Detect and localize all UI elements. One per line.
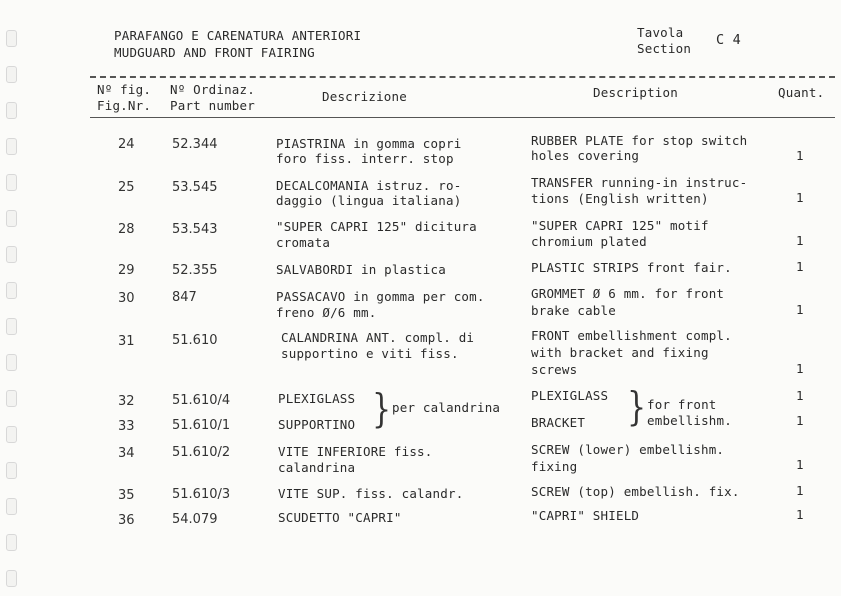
binder-hole: [6, 66, 17, 83]
desc-it-line: VITE SUP. fiss. calandr.: [278, 486, 464, 501]
part-number: 54.079: [172, 512, 218, 527]
desc-it-line: VITE INFERIORE fiss.: [278, 444, 433, 459]
desc-en-line: with bracket and fixing: [531, 345, 709, 360]
binder-hole: [6, 138, 17, 155]
desc-it-line: DECALCOMANIA istruz. ro-: [276, 178, 462, 193]
desc-en-line: RUBBER PLATE for stop switch: [531, 133, 748, 148]
desc-it-line: cromata: [276, 235, 331, 250]
brace-english: }: [627, 385, 647, 431]
col-fig-italian: Nº fig.: [97, 82, 152, 97]
part-number: 51.610/3: [172, 487, 231, 502]
fig-number: 35: [118, 488, 135, 503]
binder-hole: [6, 462, 17, 479]
desc-en-line: brake cable: [531, 303, 616, 318]
desc-en-line: SCREW (lower) embellishm.: [531, 442, 725, 457]
tavola-label: Tavola: [637, 25, 684, 40]
quantity: 1: [796, 302, 804, 317]
binder-hole: [6, 174, 17, 191]
group-note-italian: per calandrina: [392, 400, 501, 415]
desc-en-line: tions (English written): [531, 191, 709, 206]
fig-number: 30: [118, 291, 135, 306]
part-number: 51.610/2: [172, 445, 231, 460]
desc-it-line: PASSACAVO in gomma per com.: [276, 289, 485, 304]
section-code: C 4: [716, 32, 741, 48]
part-number: 51.610/4: [172, 393, 231, 408]
desc-en-line: FRONT embellishment compl.: [531, 328, 732, 343]
fig-number: 24: [118, 137, 135, 152]
fig-number: 36: [118, 513, 135, 528]
binder-hole: [6, 30, 17, 47]
col-part-italian: Nº Ordinaz.: [170, 82, 255, 97]
quantity: 1: [796, 361, 804, 376]
part-number: 847: [172, 290, 197, 305]
desc-en-line: GROMMET Ø 6 mm. for front: [531, 286, 725, 301]
brace-italian: }: [372, 387, 392, 433]
desc-it-line: PLEXIGLASS: [278, 391, 356, 406]
desc-en-line: "CAPRI" SHIELD: [531, 508, 640, 523]
desc-en-line: chromium plated: [531, 234, 647, 249]
binder-hole: [6, 390, 17, 407]
desc-en-line: PLASTIC STRIPS front fair.: [531, 260, 732, 275]
fig-number: 28: [118, 222, 135, 237]
fig-number: 34: [118, 446, 135, 461]
desc-it-line: SUPPORTINO: [278, 417, 356, 432]
desc-en-line: BRACKET: [531, 415, 586, 430]
desc-en-line: PLEXIGLASS: [531, 388, 609, 403]
section-label: Section: [637, 41, 692, 56]
desc-en-line: "SUPER CAPRI 125" motif: [531, 218, 709, 233]
binder-hole: [6, 426, 17, 443]
group-note-english: for front: [647, 397, 717, 412]
col-quant: Quant.: [778, 85, 825, 100]
fig-number: 31: [118, 334, 135, 349]
quantity: 1: [796, 483, 804, 498]
quantity: 1: [796, 388, 804, 403]
desc-en-line: SCREW (top) embellish. fix.: [531, 484, 740, 499]
desc-it-line: calandrina: [278, 460, 356, 475]
binder-hole: [6, 534, 17, 551]
group-note-english: embellishm.: [647, 413, 732, 428]
binder-hole: [6, 282, 17, 299]
desc-en-line: holes covering: [531, 148, 640, 163]
desc-it-line: freno Ø/6 mm.: [276, 305, 377, 320]
part-number: 51.610/1: [172, 418, 231, 433]
col-part-english: Part number: [170, 98, 255, 113]
desc-it-line: daggio (lingua italiana): [276, 193, 462, 208]
col-fig-english: Fig.Nr.: [97, 98, 152, 113]
binder-hole: [6, 318, 17, 335]
page-title-italian: PARAFANGO E CARENATURA ANTERIORI: [114, 28, 362, 43]
binder-hole: [6, 246, 17, 263]
binder-hole: [6, 354, 17, 371]
part-number: 53.543: [172, 222, 218, 237]
desc-it-line: "SUPER CAPRI 125" dicitura: [276, 219, 477, 234]
desc-en-line: fixing: [531, 459, 578, 474]
fig-number: 29: [118, 263, 135, 278]
desc-it-line: CALANDRINA ANT. compl. di: [281, 330, 475, 345]
desc-it-line: supportino e viti fiss.: [281, 346, 459, 361]
fig-number: 32: [118, 394, 135, 409]
binder-hole: [6, 498, 17, 515]
quantity: 1: [796, 507, 804, 522]
page-title-english: MUDGUARD AND FRONT FAIRING: [114, 45, 315, 60]
part-number: 51.610: [172, 333, 218, 348]
binder-hole: [6, 102, 17, 119]
part-number: 52.355: [172, 263, 218, 278]
desc-it-line: PIASTRINA in gomma copri: [276, 136, 462, 151]
header-bottom-rule: [90, 117, 835, 118]
binder-hole: [6, 570, 17, 587]
quantity: 1: [796, 457, 804, 472]
quantity: 1: [796, 190, 804, 205]
part-number: 52.344: [172, 137, 218, 152]
quantity: 1: [796, 413, 804, 428]
quantity: 1: [796, 148, 804, 163]
part-number: 53.545: [172, 180, 218, 195]
header-top-rule: [90, 76, 835, 78]
desc-it-line: SCUDETTO "CAPRI": [278, 510, 402, 525]
quantity: 1: [796, 233, 804, 248]
binder-hole: [6, 210, 17, 227]
desc-it-line: foro fiss. interr. stop: [276, 151, 454, 166]
desc-it-line: SALVABORDI in plastica: [276, 262, 446, 277]
desc-en-line: TRANSFER running-in instruc-: [531, 175, 748, 190]
desc-en-line: screws: [531, 362, 578, 377]
quantity: 1: [796, 259, 804, 274]
col-descrizione: Descrizione: [322, 89, 407, 104]
fig-number: 25: [118, 180, 135, 195]
fig-number: 33: [118, 419, 135, 434]
col-description: Description: [593, 85, 678, 100]
